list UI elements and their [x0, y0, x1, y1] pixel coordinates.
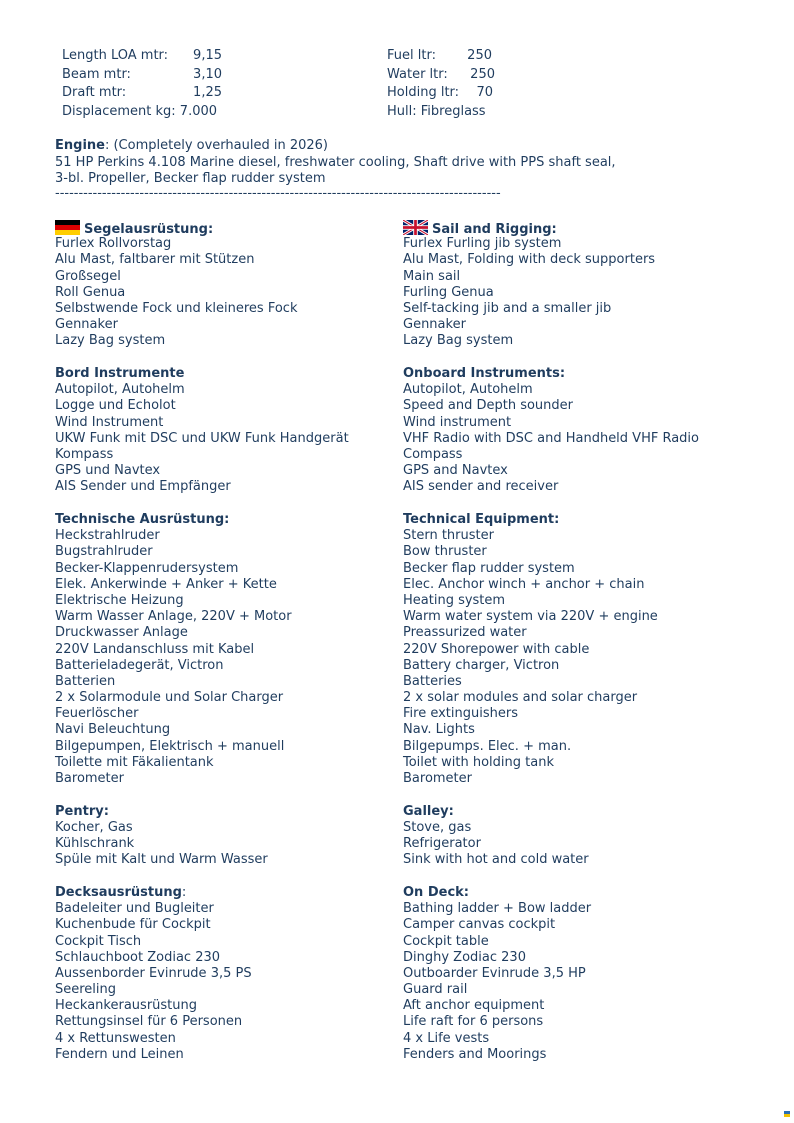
equipment-item: Heckankerausrüstung — [55, 998, 197, 1014]
spec-row — [387, 103, 486, 122]
equipment-item: 220V Landanschluss mit Kabel — [55, 641, 255, 657]
spec-row — [62, 103, 217, 122]
equipment-item: Outboarder Evinrude 3,5 HP — [403, 965, 586, 981]
equipment-item: Schlauchboot Zodiac 230 — [55, 949, 221, 965]
spec-row — [62, 47, 222, 66]
equipment-item: Badeleiter und Bugleiter — [55, 901, 214, 917]
spec-label: Displacement kg: 7.000 — [62, 103, 218, 119]
specs-left-column — [62, 47, 222, 121]
equipment-item: Feuerlöscher — [55, 706, 139, 722]
engine-line: 3-bl. Propeller, Becker flap rudder system — [55, 171, 326, 186]
equipment-item: Großsegel — [55, 268, 121, 284]
equipment-section — [403, 885, 743, 1063]
equipment-item: Bathing ladder + Bow ladder — [403, 901, 592, 917]
spec-value: 9,15 — [193, 48, 222, 63]
equipment-item: Refrigerator — [403, 836, 481, 852]
section-title — [403, 366, 743, 382]
equipment-item: Wind Instrument — [55, 414, 164, 430]
equipment-item: Kocher, Gas — [55, 819, 133, 835]
section-title-text: Galley: — [403, 803, 454, 819]
equipment-item: Cockpit table — [403, 933, 489, 949]
section-title-text: On Deck: — [403, 884, 469, 900]
section-title-suffix: : — [181, 884, 187, 900]
equipment-item: Aft anchor equipment — [403, 998, 545, 1014]
equipment-item: Lazy Bag system — [55, 333, 166, 349]
spec-row — [387, 66, 495, 85]
equipment-item: Wind instrument — [403, 414, 512, 430]
equipment-item: Battery charger, Victron — [403, 657, 560, 673]
equipment-item: Warm Wasser Anlage, 220V + Motor — [55, 609, 292, 625]
equipment-item: AIS Sender und Empfänger — [55, 479, 231, 495]
equipment-item: Main sail — [403, 268, 461, 284]
english-column — [403, 220, 743, 1080]
equipment-item: Gennaker — [403, 317, 466, 333]
equipment-item: Elek. Ankerwinde + Anker + Kette — [55, 576, 277, 592]
engine-label: Engine — [55, 138, 105, 153]
equipment-item: Life raft for 6 persons — [403, 1014, 544, 1030]
equipment-section — [403, 366, 743, 496]
equipment-item: Elektrische Heizung — [55, 592, 184, 608]
equipment-item: GPS und Navtex — [55, 463, 161, 479]
equipment-item: Sink with hot and cold water — [403, 852, 589, 868]
equipment-section — [55, 220, 385, 350]
equipment-item: Toilet with holding tank — [403, 754, 554, 770]
corner-mark — [784, 1111, 790, 1117]
engine-note: : (Completely overhauled in 2026) — [104, 138, 328, 153]
spec-row — [387, 84, 493, 103]
section-title — [403, 512, 743, 528]
equipment-item: Self-tacking jib and a smaller jib — [403, 300, 612, 316]
equipment-item: Speed and Depth sounder — [403, 398, 574, 414]
equipment-item: UKW Funk mit DSC und UKW Funk Handgerät — [55, 430, 349, 446]
equipment-item: Preassurized water — [403, 625, 527, 641]
spec-value: 70 — [476, 85, 493, 100]
spec-value: 250 — [467, 48, 492, 63]
spec-value: 1,25 — [193, 85, 222, 100]
uk-flag-icon — [403, 220, 428, 235]
equipment-item: Camper canvas cockpit — [403, 917, 556, 933]
equipment-item: Selbstwende Fock und kleineres Fock — [55, 300, 298, 316]
equipment-section — [55, 366, 385, 496]
section-title-text: Technical Equipment: — [403, 512, 560, 527]
equipment-item: Stove, gas — [403, 819, 472, 835]
spec-label: Fuel ltr: — [387, 48, 436, 63]
section-title — [403, 220, 743, 236]
section-title-text: Segelausrüstung: — [84, 222, 214, 237]
equipment-item: Elec. Anchor winch + anchor + chain — [403, 576, 645, 592]
equipment-item: Kompass — [55, 446, 114, 462]
equipment-item: Bilgepumps. Elec. + man. — [403, 738, 572, 754]
spec-row — [387, 47, 492, 66]
section-title-text: Onboard Instruments: — [403, 366, 566, 381]
equipment-item: 4 x Rettunswesten — [55, 1030, 176, 1046]
specs-right-column — [387, 47, 495, 121]
spec-row — [62, 84, 222, 103]
section-title — [403, 885, 743, 901]
equipment-section — [403, 220, 743, 350]
equipment-item: Gennaker — [55, 317, 118, 333]
equipment-item: GPS and Navtex — [403, 463, 508, 479]
spec-row — [62, 66, 222, 85]
equipment-item: 220V Shorepower with cable — [403, 641, 590, 657]
equipment-item: Autopilot, Autohelm — [55, 382, 185, 398]
equipment-item: Nav. Lights — [403, 722, 475, 738]
section-title-text: Pentry: — [55, 803, 109, 819]
section-title-text: Technische Ausrüstung: — [55, 512, 230, 527]
equipment-item: Stern thruster — [403, 528, 494, 544]
equipment-item: Alu Mast, Folding with deck supporters — [403, 252, 656, 268]
equipment-item: Logge und Echolot — [55, 398, 176, 414]
equipment-item: 4 x Life vests — [403, 1030, 490, 1046]
spec-label: Length LOA mtr: — [62, 48, 169, 63]
spec-label: Hull: Fibreglass — [387, 103, 486, 119]
spec-label: Beam mtr: — [62, 66, 131, 82]
equipment-item: Batterien — [55, 673, 116, 689]
spec-label: Water ltr: — [387, 66, 448, 82]
equipment-section — [55, 512, 385, 787]
equipment-item: Alu Mast, faltbarer mit Stützen — [55, 252, 255, 268]
engine-line: 51 HP Perkins 4.108 Marine diesel, freshwater cooling, Shaft drive with PPS shaft seal, — [55, 154, 616, 170]
section-title — [55, 220, 385, 236]
equipment-item: Kühlschrank — [55, 836, 135, 852]
equipment-item: Bugstrahlruder — [55, 544, 153, 560]
equipment-item: Druckwasser Anlage — [55, 625, 188, 641]
equipment-section — [403, 512, 743, 787]
equipment-item: Roll Genua — [55, 284, 126, 300]
equipment-item: Barometer — [55, 771, 124, 786]
equipment-item: Bow thruster — [403, 544, 487, 560]
equipment-item: Toilette mit Fäkalientank — [55, 754, 214, 770]
section-title-text: Sail and Rigging: — [432, 222, 557, 237]
equipment-item: Cockpit Tisch — [55, 933, 142, 949]
spec-value: 250 — [470, 66, 495, 82]
equipment-item: Autopilot, Autohelm — [403, 382, 533, 398]
equipment-item: Rettungsinsel für 6 Personen — [55, 1014, 243, 1030]
equipment-item: AIS sender and receiver — [403, 479, 559, 495]
equipment-section — [403, 804, 743, 869]
equipment-item: VHF Radio with DSC and Handheld VHF Radio — [403, 430, 699, 446]
equipment-item: Fenders and Moorings — [403, 1046, 547, 1062]
equipment-item: Heckstrahlruder — [55, 528, 160, 544]
equipment-item: Kuchenbude für Cockpit — [55, 917, 211, 933]
spec-label: Holding ltr: — [387, 85, 460, 100]
equipment-section — [55, 804, 385, 869]
equipment-item: Batterieladegerät, Victron — [55, 657, 224, 673]
equipment-item: Navi Beleuchtung — [55, 722, 171, 738]
equipment-section — [55, 885, 385, 1063]
equipment-item: Heating system — [403, 592, 506, 608]
equipment-item: Batteries — [403, 673, 462, 689]
spec-value: 3,10 — [193, 66, 222, 82]
equipment-item: Barometer — [403, 771, 472, 786]
equipment-item: Furlex Rollvorstag — [55, 236, 172, 252]
equipment-item: 2 x solar modules and solar charger — [403, 690, 638, 706]
engine-block — [55, 138, 735, 188]
germany-flag-icon — [55, 220, 80, 235]
spec-label: Draft mtr: — [62, 85, 127, 100]
equipment-item: Becker flap rudder system — [403, 560, 575, 576]
separator-line: ----------------------------------------------------------------------------------------------- — [55, 186, 501, 201]
section-title-text: Bord Instrumente — [55, 366, 185, 381]
equipment-item: Lazy Bag system — [403, 333, 514, 349]
equipment-item: Bilgepumpen, Elektrisch + manuell — [55, 738, 285, 754]
engine-heading — [55, 138, 735, 155]
section-title — [55, 885, 385, 901]
german-column — [55, 220, 385, 1080]
equipment-item: Seereling — [55, 982, 117, 998]
equipment-item: Warm water system via 220V + engine — [403, 609, 658, 625]
equipment-item: Aussenborder Evinrude 3,5 PS — [55, 965, 252, 981]
equipment-item: Fendern und Leinen — [55, 1046, 184, 1062]
equipment-item: Dinghy Zodiac 230 — [403, 949, 526, 965]
equipment-item: Fire extinguishers — [403, 706, 518, 722]
equipment-item: 2 x Solarmodule und Solar Charger — [55, 690, 284, 706]
equipment-item: Guard rail — [403, 982, 468, 998]
section-title — [403, 804, 743, 820]
equipment-item: Becker-Klappenrudersystem — [55, 560, 239, 576]
equipment-item: Furlex Furling jib system — [403, 236, 562, 252]
equipment-item: Compass — [403, 446, 463, 462]
equipment-item: Furling Genua — [403, 284, 494, 300]
section-title — [55, 366, 385, 382]
section-title-text: Decksausrüstung — [55, 884, 182, 900]
section-title — [55, 512, 385, 528]
equipment-item: Spüle mit Kalt und Warm Wasser — [55, 852, 268, 868]
section-title — [55, 804, 385, 820]
